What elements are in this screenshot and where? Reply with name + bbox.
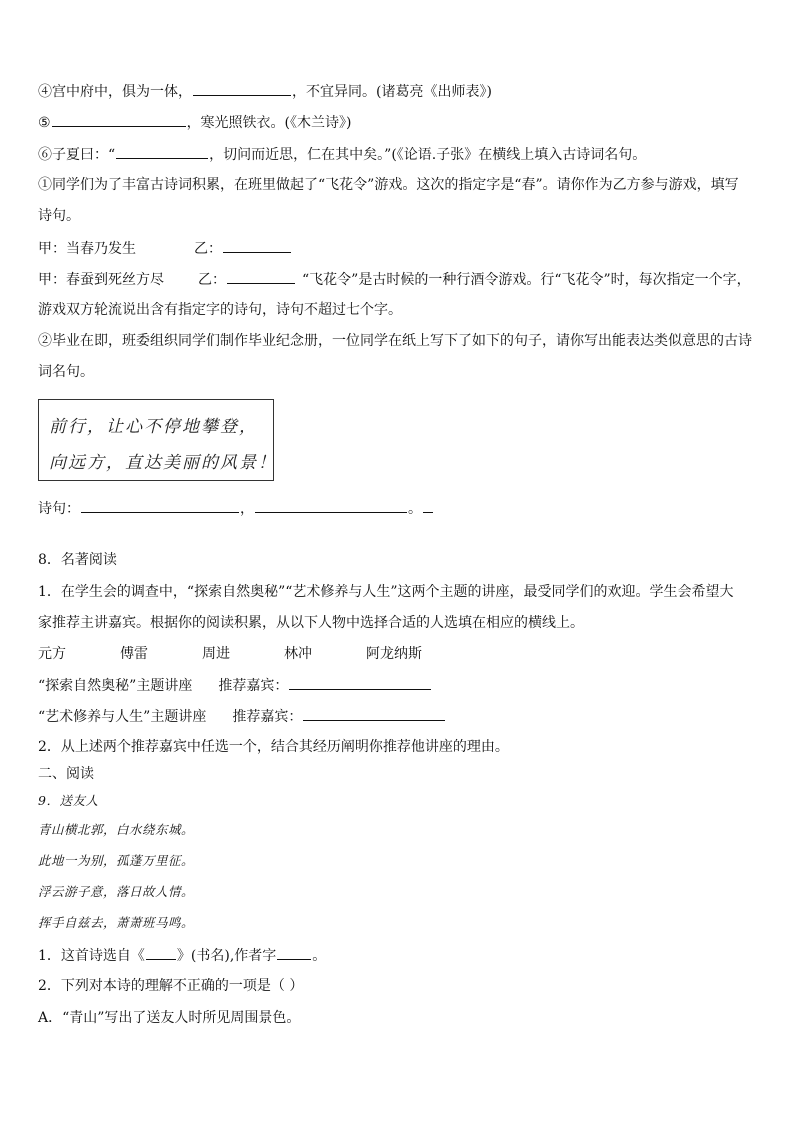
handwriting-line-1: 前行，让心不停地攀登，	[49, 417, 258, 437]
feihualing-intro-2: 诗句。	[38, 208, 80, 224]
q7-item-5	[38, 112, 352, 133]
item-4-text-end: ，不宜异同。(诸葛亮《出师表》)	[292, 84, 492, 100]
poem-end: 。	[408, 501, 422, 517]
graduation-line-2: 词名句。	[38, 364, 94, 380]
poem-line: 此地一为别，孤蓬万里征。	[38, 853, 195, 868]
yi-label: 乙：	[194, 241, 222, 257]
section-title: 二、阅读	[38, 766, 94, 782]
candidate-name: 周进	[202, 646, 230, 662]
candidate-name: 阿龙纳斯	[366, 646, 422, 662]
item-6-text-end: ，切问而近思，仁在其中矣。”(《论语.子张》在横线上填入古诗词名句。	[209, 147, 647, 163]
answer-blank-tail	[423, 498, 433, 513]
jia-line: 甲：春蚕到死丝方尽	[38, 272, 164, 288]
poem-line: 青山横北郭，白水绕东城。	[38, 822, 195, 837]
graduation-line-1: ②毕业在即，班委组织同学们制作毕业纪念册，一位同学在纸上写下了如下的句子，请你写出能表达类似意思的古诗	[38, 333, 752, 349]
candidate-names	[38, 644, 422, 664]
poem-line: 浮云游子意，落日故人情。	[38, 884, 195, 899]
q8-q2: 2．从上述两个推荐嘉宾中任选一个，结合其经历阐明你推荐他讲座的理由。	[38, 739, 509, 755]
feihualing-row-1	[38, 238, 292, 259]
poem-answer-row	[38, 498, 434, 519]
q8-q1-line-2: 家推荐主讲嘉宾。根据你的阅读积累，从以下人物中选择合适的人选填在相应的横线上。	[38, 615, 584, 631]
answer-blank[interactable]	[277, 945, 311, 960]
jia-line: 甲：当春乃发生	[38, 241, 136, 257]
item-5-text-end: ，寒光照铁衣。(《木兰诗》)	[186, 115, 352, 131]
answer-blank[interactable]	[223, 238, 291, 253]
recommend-label: 推荐嘉宾：	[232, 709, 303, 725]
answer-blank[interactable]	[289, 675, 431, 690]
candidate-name: 林冲	[284, 646, 312, 662]
q8-q1-line-1: 1．在学生会的调查中，“探索自然奥秘”“艺术修养与人生”这两个主题的讲座，最受同学们的欢迎。学生会希望大	[38, 584, 734, 600]
feihualing-row-3: 游戏双方轮流说出含有指定字的诗句，诗句不超过七个字。	[38, 302, 402, 318]
answer-blank[interactable]	[303, 706, 445, 721]
candidate-name: 元方	[38, 646, 66, 662]
handwriting-box	[38, 399, 277, 481]
handwriting-line-2: 向远方，直达美丽的风景！	[49, 453, 277, 473]
item-5-text: ⑤	[38, 115, 51, 131]
poem-line: 挥手自兹去，萧萧班马鸣。	[38, 915, 195, 930]
q9-q2: 2．下列对本诗的理解不正确的一项是（ ）	[38, 978, 304, 994]
poem-label: 诗句：	[38, 501, 80, 517]
answer-blank[interactable]	[146, 945, 176, 960]
feihualing-note: “飞花令”是古时候的一种行酒令游戏。行“飞花令”时，每次指定一个字，	[302, 272, 751, 288]
option-a: A．“青山”写出了送友人时所见周围景色。	[38, 1010, 301, 1026]
yi-label: 乙：	[198, 272, 226, 288]
candidate-name: 傅雷	[120, 646, 148, 662]
q9-q1	[38, 945, 326, 966]
answer-blank[interactable]	[193, 81, 291, 96]
q7-item-6	[38, 144, 646, 165]
q8-title: 8．名著阅读	[38, 552, 117, 568]
topic-1-label: “探索自然奥秘”主题讲座	[38, 678, 193, 694]
feihualing-intro-1: ①同学们为了丰富古诗词积累，在班里做起了“飞花令”游戏。这次的指定字是“春”。请你作为乙方参与游戏，填写	[38, 177, 739, 193]
q9-q1-text: 1．这首诗选自《	[38, 948, 145, 964]
q7-item-4	[38, 81, 492, 102]
item-4-text: ④宫中府中，俱为一体，	[38, 84, 192, 100]
topic-1-row	[38, 675, 432, 696]
recommend-label: 推荐嘉宾：	[218, 678, 289, 694]
item-6-text: ⑥子夏曰：“	[38, 147, 116, 163]
answer-blank[interactable]	[116, 144, 208, 159]
answer-blank[interactable]	[227, 269, 295, 284]
answer-blank[interactable]	[52, 112, 186, 127]
topic-2-label: “艺术修养与人生”主题讲座	[38, 709, 207, 725]
poem-separator: ，	[240, 501, 254, 517]
q9-q1-text-mid: 》(书名),作者字	[176, 948, 277, 964]
q9-title: 9．送友人	[38, 793, 99, 808]
answer-blank[interactable]	[255, 498, 407, 513]
topic-2-row	[38, 706, 446, 727]
answer-blank[interactable]	[81, 498, 239, 513]
q9-q1-text-end: 。	[312, 948, 327, 964]
feihualing-row-2	[38, 269, 751, 290]
